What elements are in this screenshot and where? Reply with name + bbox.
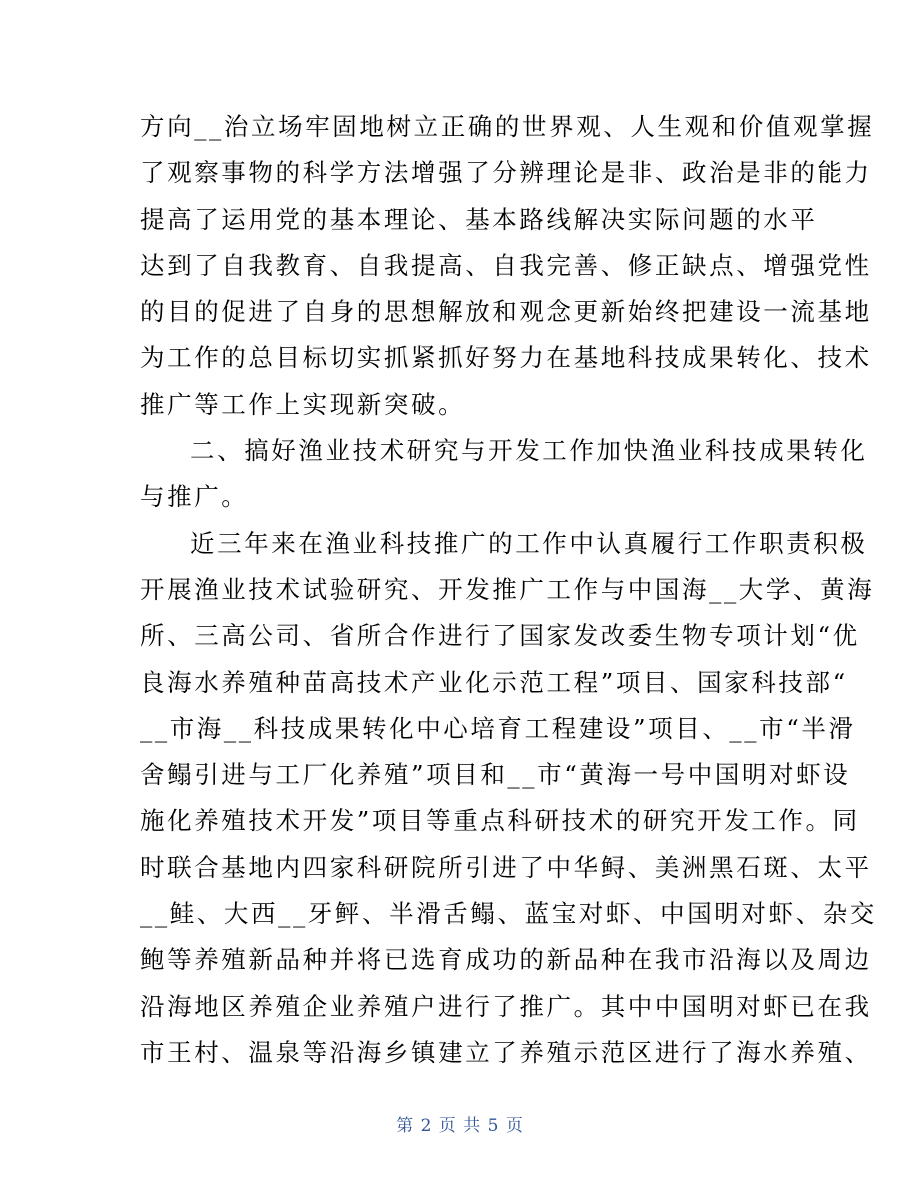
text-line: 推广等工作上实现新突破。	[140, 389, 466, 419]
text-line: 鲍等养殖新品种并将已选育成功的新品种在我市沿海以及周边	[140, 945, 872, 975]
text-line: 方向__治立场牢固地树立正确的世界观、人生观和价值观掌握	[140, 112, 875, 141]
text-line: 所、三高公司、省所合作进行了国家发改委生物专项计划“优	[140, 621, 860, 651]
text-line: 时联合基地内四家科研院所引进了中华鲟、美洲黑石斑、太平	[140, 852, 872, 882]
section-heading-line: 二、搞好渔业技术研究与开发工作加快渔业科技成果转化	[190, 436, 868, 466]
page-number-footer: 第 2 页 共 5 页	[396, 1116, 524, 1136]
text-line: 的目的促进了自身的思想解放和观念更新始终把建设一流基地	[140, 297, 872, 327]
text-line: 良海水养殖种苗高技术产业化示范工程”项目、国家科技部“	[140, 667, 848, 697]
text-line: 提高了运用党的基本理论、基本路线解决实际问题的水平	[140, 204, 818, 234]
text-line: 开展渔业技术试验研究、开发推广工作与中国海__大学、黄海	[140, 574, 875, 604]
text-line: 为工作的总目标切实抓紧抓好努力在基地科技成果转化、技术	[140, 343, 872, 373]
section-heading-line: 与推广。	[140, 482, 249, 512]
text-line: __鲑、大西__牙鲆、半滑舌鳎、蓝宝对虾、中国明对虾、杂交	[140, 899, 877, 929]
text-line: 市王村、温泉等沿海乡镇建立了养殖示范区进行了海水养殖、	[140, 1037, 872, 1067]
text-line: 了观察事物的科学方法增强了分辨理论是非、政治是非的能力	[140, 158, 872, 188]
paragraph-first-line: 近三年来在渔业科技推广的工作中认真履行工作职责积极	[190, 528, 868, 558]
text-line: 舍鳎引进与工厂化养殖”项目和__市“黄海一号中国明对虾设	[140, 760, 851, 790]
text-line: __市海__科技成果转化中心培育工程建设”项目、__市“半滑	[140, 713, 856, 743]
text-line: 施化养殖技术开发”项目等重点科研技术的研究开发工作。同	[140, 806, 860, 836]
text-line: 达到了自我教育、自我提高、自我完善、修正缺点、增强党性	[140, 250, 872, 280]
text-line: 沿海地区养殖企业养殖户进行了推广。其中中国明对虾已在我	[140, 991, 872, 1021]
body-text	[140, 104, 877, 1076]
